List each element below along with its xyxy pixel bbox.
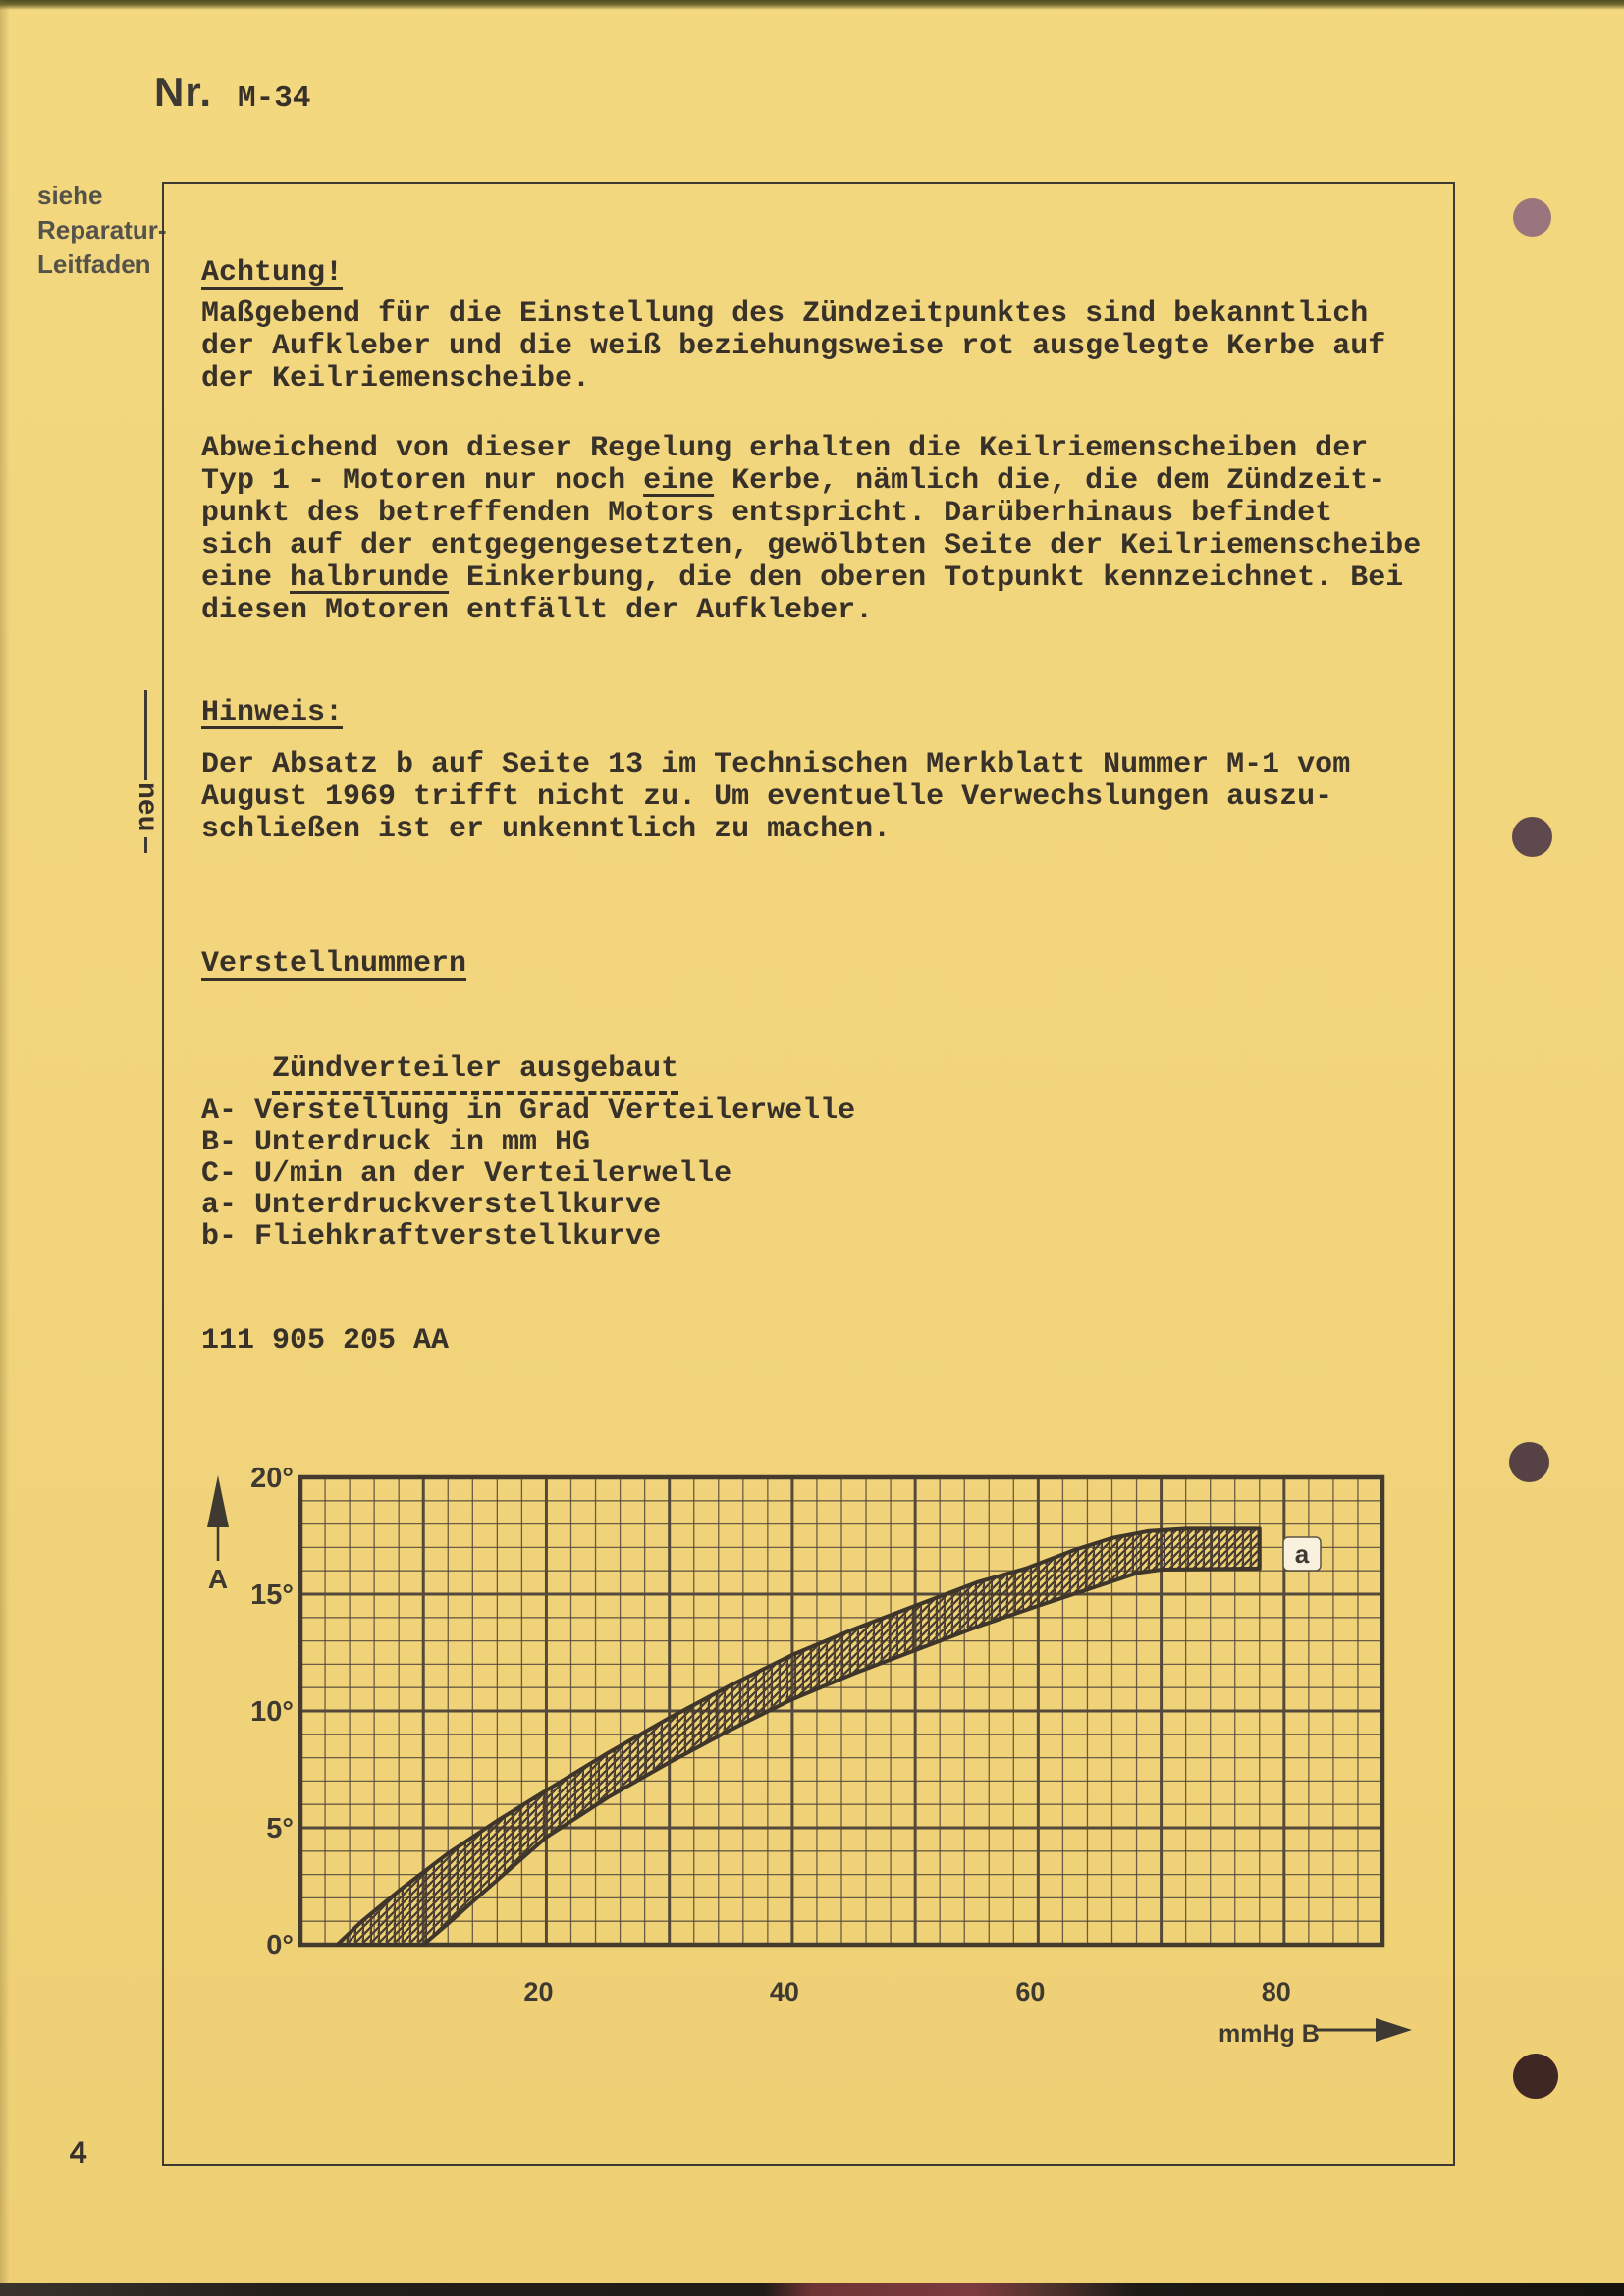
text-line: diesen Motoren entfällt der Aufkleber. — [201, 594, 874, 627]
svg-text:20°: 20° — [250, 1463, 294, 1494]
text-line: a- Unterdruckverstellkurve — [201, 1189, 662, 1222]
text-line: C- U/min an der Verteilerwelle — [201, 1157, 732, 1191]
adjustment-numbers-heading: Verstellnummern — [201, 947, 467, 981]
text-line: Reparatur- — [37, 215, 167, 244]
attention-paragraph-2 — [201, 433, 1421, 627]
text-line: der Aufkleber und die weiß beziehungsweise rot ausgelegte Kerbe auf — [201, 330, 1386, 363]
distributor-removed-heading: Zündverteiler ausgebaut — [201, 1021, 678, 1118]
attention-heading: Achtung! — [201, 256, 344, 290]
text-line: der Keilriemenscheibe. — [201, 362, 591, 396]
chart-svg — [191, 1463, 1414, 2063]
text-line: siehe — [37, 181, 103, 210]
document-number: M-34 — [238, 81, 311, 116]
page-top-edge — [0, 0, 1624, 10]
text-line: eine halbrunde Einkerbung, die den oberen Totpunkt kennzeichnet. Bei — [201, 561, 1404, 595]
text-line: Typ 1 - Motoren nur noch eine Kerbe, nämlich die, die dem Zündzeit- — [201, 464, 1386, 498]
svg-text:A: A — [207, 1564, 229, 1594]
text-line: August 1969 trifft nicht zu. Um eventuelle Verwechslungen auszu- — [201, 780, 1333, 814]
change-dash — [144, 837, 147, 853]
svg-text:15°: 15° — [250, 1579, 294, 1611]
svg-text:80: 80 — [1261, 1977, 1291, 2006]
change-bar — [144, 690, 147, 780]
text-line: b- Fliehkraftverstellkurve — [201, 1220, 662, 1254]
new-change-marker — [128, 690, 163, 853]
svg-text:a: a — [1294, 1539, 1310, 1569]
punch-hole — [1512, 817, 1552, 857]
punch-hole — [1509, 1442, 1549, 1482]
text-line: Der Absatz b auf Seite 13 im Technischen Merkblatt Nummer M-1 vom — [201, 748, 1351, 781]
punch-hole — [1513, 198, 1551, 237]
text-line: Maßgebend für die Einstellung des Zündzeitpunktes sind bekanntlich — [201, 297, 1369, 331]
svg-text:10°: 10° — [250, 1696, 294, 1728]
distributor-part-number: 111 905 205 AA — [201, 1324, 450, 1358]
text-line: Leitfaden — [37, 249, 151, 279]
nr-label: Nr. — [154, 69, 213, 115]
text-line: punkt des betreffenden Motors entspricht. Darüberhinaus befindet — [201, 497, 1333, 530]
svg-text:20: 20 — [523, 1977, 554, 2006]
new-marker-label: neu — [131, 782, 161, 832]
document-header — [154, 69, 310, 116]
hint-heading: Hinweis: — [201, 696, 344, 729]
see-repair-manual-note — [37, 179, 166, 282]
page-bottom-edge — [0, 2283, 1624, 2296]
svg-text:mmHg B: mmHg B — [1218, 2020, 1320, 2048]
text-line: schließen ist er unkenntlich zu machen. — [201, 813, 892, 846]
svg-text:5°: 5° — [266, 1813, 294, 1844]
page-left-edge — [0, 0, 10, 2296]
svg-text:0°: 0° — [266, 1930, 294, 1961]
text-line: Abweichend von dieser Regelung erhalten die Keilriemenscheiben der — [201, 432, 1369, 465]
svg-text:40: 40 — [769, 1977, 799, 2006]
hint-paragraph — [201, 749, 1350, 846]
punch-hole — [1513, 2054, 1558, 2099]
text-line: A- Verstellung in Grad Verteilerwelle — [201, 1095, 856, 1128]
chart-legend-key — [201, 1095, 855, 1253]
vacuum-advance-chart — [191, 1463, 1414, 2063]
svg-text:60: 60 — [1015, 1977, 1046, 2006]
page-number: 4 — [69, 2136, 88, 2172]
text-line: sich auf der entgegengesetzten, gewölbten Seite der Keilriemenscheibe — [201, 529, 1422, 562]
attention-paragraph-1 — [201, 298, 1385, 396]
text-line: B- Unterdruck in mm HG — [201, 1126, 591, 1159]
